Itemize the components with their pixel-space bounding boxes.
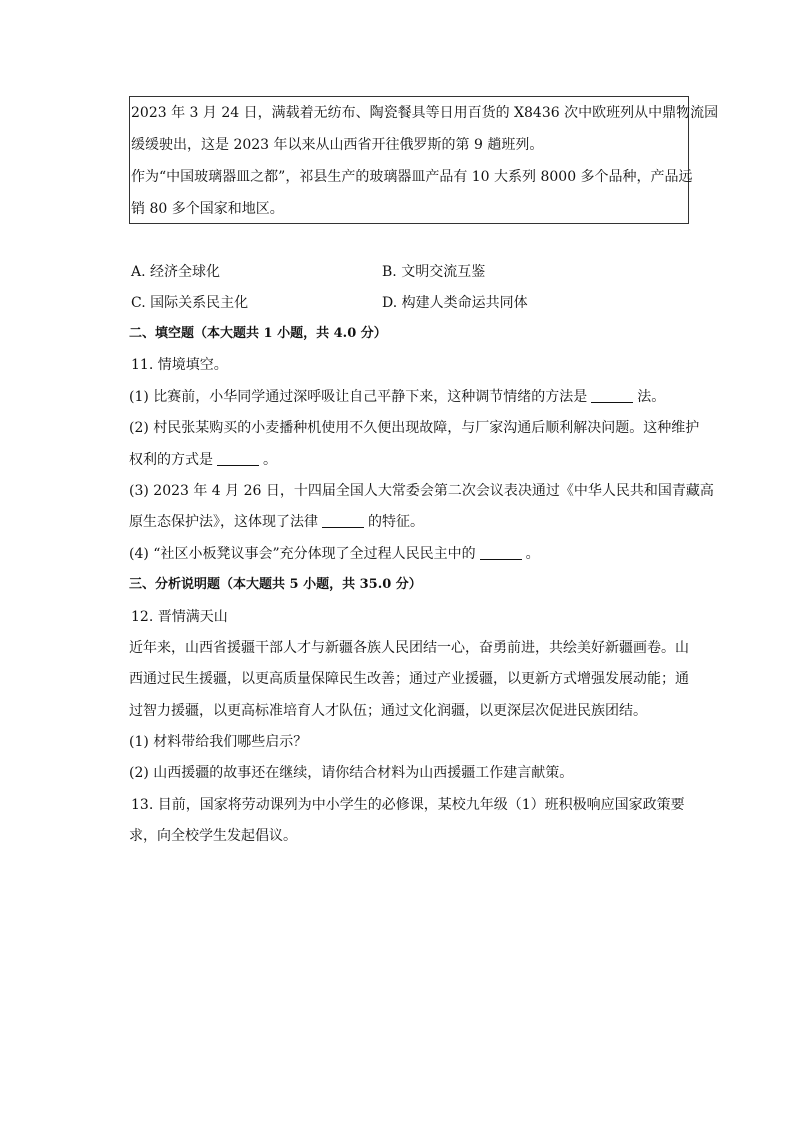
answer-blank[interactable]: [591, 388, 633, 403]
material-line: 2023 年 3 月 24 日，满载着无纺布、陶瓷餐具等日用百货的 X8436 次中欧班列从中鼎物流园: [131, 105, 719, 121]
question-13-line: 13. 目前，国家将劳动课列为中小学生的必修课，某校九年级（1）班积极响应国家政策要: [131, 797, 685, 813]
answer-blank[interactable]: [480, 545, 522, 560]
option-b: B. 文明交流互鉴: [382, 264, 486, 280]
section-heading-fill-blank: 二、填空题（本大题共 1 小题，共 4.0 分）: [129, 326, 387, 341]
material-line: 销 80 多个国家和地区。: [131, 201, 284, 217]
question-11-title: 11. 情境填空。: [131, 357, 228, 373]
question-text: 的特征。: [368, 514, 424, 530]
material-box: [129, 96, 719, 224]
section-heading-analysis: 三、分析说明题（本大题共 5 小题，共 35.0 分）: [129, 577, 422, 592]
material-line: 作为“中国玻璃器皿之都”，祁县生产的玻璃器皿产品有 10 大系列 8000 多个品种，产品远: [131, 169, 693, 185]
question-text: 。: [263, 452, 277, 468]
question-11-1: [129, 387, 665, 407]
answer-blank[interactable]: [217, 451, 259, 466]
option-a: A. 经济全球化: [131, 264, 221, 280]
question-13-line: 求，向全校学生发起倡议。: [129, 828, 297, 844]
question-12-title: 12. 晋情满天山: [131, 609, 228, 625]
material-line: 缓缓驶出，这是 2023 年以来从山西省开往俄罗斯的第 9 趟班列。: [131, 137, 544, 153]
question-11-2-line: (2) 村民张某购买的小麦播种机使用不久便出现故障，与厂家沟通后顺利解决问题。这种维护: [129, 420, 700, 436]
question-11-3: [129, 512, 424, 532]
question-text: 法。: [637, 389, 666, 405]
option-c: C. 国际关系民主化: [131, 295, 249, 311]
question-text: 。: [525, 546, 540, 562]
question-12-para-line: 过智力援疆，以更高标准培育人才队伍；通过文化润疆，以更深层次促进民族团结。: [129, 703, 647, 719]
question-12-1: (1) 材料带给我们哪些启示？: [129, 734, 308, 750]
question-text: 原生态保护法》，这体现了法律: [129, 514, 318, 530]
question-11-4: [129, 544, 540, 564]
question-text: (4) “社区小板凳议事会”充分体现了全过程人民民主中的: [129, 546, 476, 562]
answer-blank[interactable]: [322, 513, 364, 528]
question-text: 权利的方式是: [129, 452, 213, 468]
question-11-2: [129, 450, 277, 470]
question-12-para-line: 近年来，山西省援疆干部人才与新疆各族人民团结一心，奋勇前进，共绘美好新疆画卷。山: [129, 640, 689, 656]
question-12-2: (2) 山西援疆的故事还在继续，请你结合材料为山西援疆工作建言献策。: [129, 765, 574, 781]
option-d: D. 构建人类命运共同体: [382, 295, 528, 311]
question-12-para-line: 西通过民生援疆，以更高质量保障民生改善；通过产业援疆，以更新方式增强发展动能；通: [129, 671, 689, 687]
question-11-3-line: (3) 2023 年 4 月 26 日，十四届全国人大常委会第二次会议表决通过《中华人民共和国青藏高: [129, 483, 714, 499]
question-text: (1) 比赛前，小华同学通过深呼吸让自己平静下来，这种调节情绪的方法是: [129, 389, 588, 405]
